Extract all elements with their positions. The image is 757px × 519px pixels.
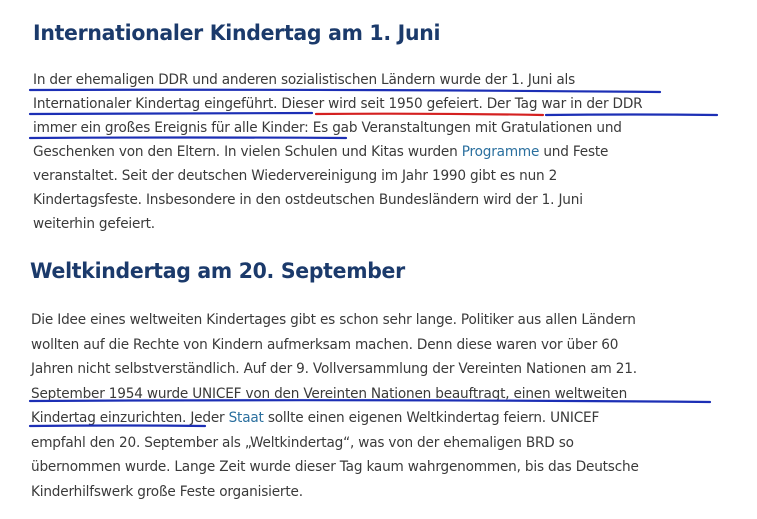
inline-link[interactable]: Staat (228, 410, 264, 426)
text-segment: Die Idee eines weltweiten Kindertages gibt es schon sehr lange. Politiker aus allen Ländern (31, 312, 636, 328)
text-line (31, 433, 574, 453)
section-heading-weltkindertag: Weltkindertag am 20. September (30, 259, 405, 284)
text-segment: veranstaltet. Seit der deutschen Wiedervereinigung im Jahr 1990 gibt es nun 2 (33, 168, 558, 184)
text-segment: übernommen wurde. Lange Zeit wurde dieser Tag kaum wahrgenommen, bis das Deutsche (31, 459, 639, 475)
text-line (33, 166, 557, 186)
text-line (31, 335, 618, 355)
text-line (33, 142, 608, 162)
text-line (33, 118, 622, 138)
text-segment: Jahren nicht selbstverständlich. Auf der 9. Vollversammlung der Vereinten Nationen am 21. (31, 361, 637, 377)
text-line (33, 94, 642, 114)
text-segment: September 1954 wurde UNICEF von den Vereinten Nationen beauftragt, einen weltweiten (31, 385, 628, 402)
text-segment: und Feste (539, 144, 609, 160)
text-segment: Geschenken von den Eltern. In vielen Schulen und Kitas wurden (33, 144, 462, 160)
text-segment: Kindertagsfeste. Insbesondere in den ostdeutschen Bundesländern wird der 1. Juni (33, 192, 583, 208)
text-line (31, 482, 303, 502)
text-line (31, 310, 636, 330)
text-line (33, 70, 575, 90)
text-segment: empfahl den 20. September als „Weltkindertag“, was von der ehemaligen BRD so (31, 434, 574, 451)
text-segment: Kinderhilfswerk große Feste organisierte. (31, 483, 303, 500)
blue-underline (546, 115, 717, 116)
text-line (31, 384, 627, 404)
text-line (31, 359, 637, 379)
text-segment: In der ehemaligen DDR und anderen sozialistischen Ländern wurde der 1. Juni als (33, 72, 576, 88)
text-line (33, 190, 583, 210)
text-segment: sollte einen eigenen Weltkindertag feiern. UNICEF (263, 410, 600, 426)
text-line (33, 214, 155, 234)
text-segment: weiterhin gefeiert. (33, 216, 155, 232)
text-segment: Internationaler Kindertag eingeführt. Dieser wird seit 1950 gefeiert. Der Tag war in der DDR (33, 96, 643, 112)
text-segment: immer ein großes Ereignis für alle Kinder: Es gab Veranstaltungen mit Gratulationen und (33, 120, 622, 136)
inline-link[interactable]: Programme (461, 144, 540, 160)
section-heading-kindertag: Internationaler Kindertag am 1. Juni (33, 21, 441, 46)
text-segment: wollten auf die Rechte von Kindern aufmerksam machen. Denn diese waren vor über 60 (31, 336, 619, 353)
text-segment: Kindertag einzurichten. Jeder (31, 410, 229, 426)
text-line (31, 457, 639, 477)
blue-underline (30, 90, 660, 92)
text-line (31, 408, 599, 428)
